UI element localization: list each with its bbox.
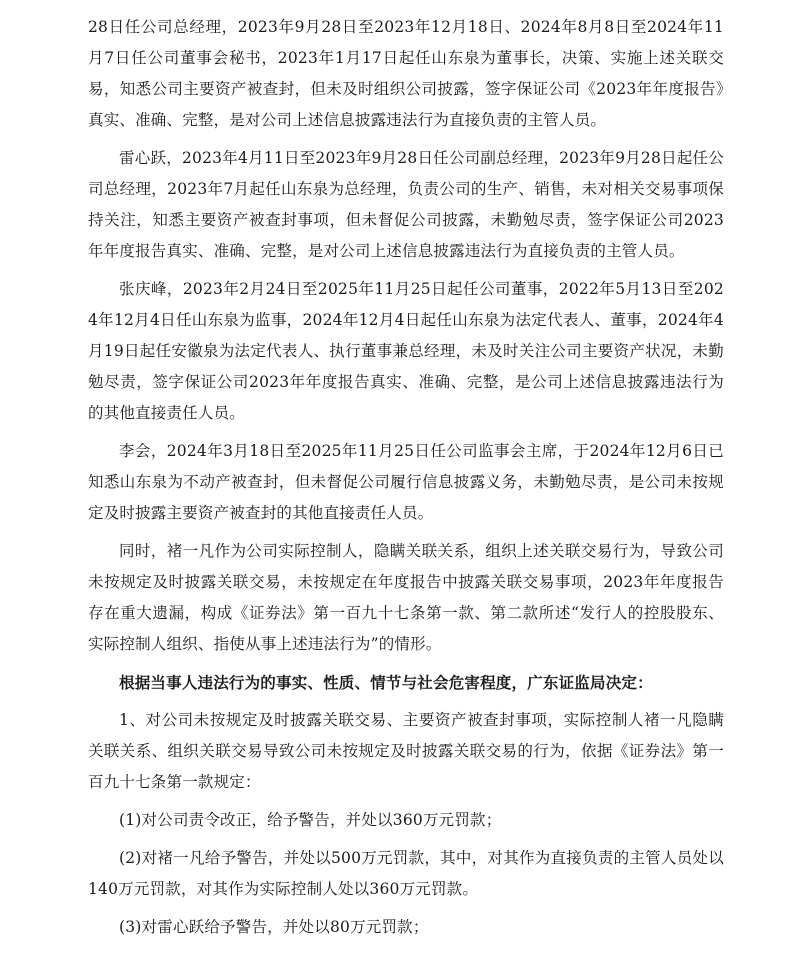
penalty-item-lei-xinyue: (3)对雷心跃给予警告，并处以80万元罚款； — [119, 918, 429, 936]
penalty-item-company: (1)对公司责令改正，给予警告，并处以360万元罚款； — [119, 811, 502, 829]
paragraph-controller-conduct: 同时，褚一凡作为公司实际控制人，隐瞒关联关系，组织上述关联交易行为，导致公司未按规定及时披露关联交易，未按规定在年度报告中披露关联交易事项，2023年年度报告存在重大遗漏，构成《证券法》第一百九十七条第一款、第二款所述“发行人的控股股东、实际控制人组织、指使从事上述违法行为”的情形。 — [88, 542, 724, 653]
paragraph-chu-yifan-roles: 28日任公司总经理，2023年9月28日至2023年12月18日、2024年8月8日至2024年11月7日任公司董事会秘书，2023年1月17日起任山东泉为董事长，决策、实施上述关联交易，知悉公司主要资产被查封，但未及时组织公司披露，签字保证公司《2023年年度报告》真实、准确、完整，是对公司上述信息披露违法行为直接负责的主管人员。 — [88, 18, 724, 129]
paragraph-lei-xinyue: 雷心跃，2023年4月11日至2023年9月28日任公司副总经理，2023年9月28日起任公司总经理，2023年7月起任山东泉为总经理，负责公司的生产、销售，未对相关交易事项保持关注，知悉主要资产被查封事项，但未督促公司披露，未勤勉尽责，签字保证公司2023年年度报告真实、准确、完整，是对公司上述信息披露违法行为直接负责的主管人员。 — [88, 149, 724, 260]
paragraph-zhang-qingfeng: 张庆峰，2023年2月24日至2025年11月25日起任公司董事，2022年5月13日至2024年12月4日任山东泉为监事，2024年12月4日起任山东泉为法定代表人、董事，2024年4月19日起任安徽泉为法定代表人、执行董事兼总经理，未及时关注公司主要资产状况，未勤勉尽责，签字保证公司2023年年度报告真实、准确、完整，是公司上述信息披露违法行为的其他直接责任人员。 — [88, 280, 724, 422]
paragraph-li-hui: 李会，2024年3月18日至2025年11月25日任公司监事会主席，于2024年12月6日已知悉山东泉为不动产被查封，但未督促公司履行信息披露义务，未勤勉尽责，是公司未按规定及时披露主要资产被查封的其他直接责任人员。 — [88, 442, 724, 522]
paragraph-penalty-basis: 1、对公司未按规定及时披露关联交易、主要资产被查封事项，实际控制人褚一凡隐瞒关联关系、组织关联交易导致公司未按规定及时披露关联交易的行为，依据《证券法》第一百九十七条第一款规定： — [88, 711, 724, 791]
decision-heading: 根据当事人违法行为的事实、性质、情节与社会危害程度，广东证监局决定： — [119, 673, 653, 692]
penalty-item-chu-yifan: (2)对褚一凡给予警告，并处以500万元罚款，其中，对其作为直接负责的主管人员处以140万元罚款，对其作为实际控制人处以360万元罚款。 — [88, 849, 724, 898]
document-page — [88, 12, 724, 943]
